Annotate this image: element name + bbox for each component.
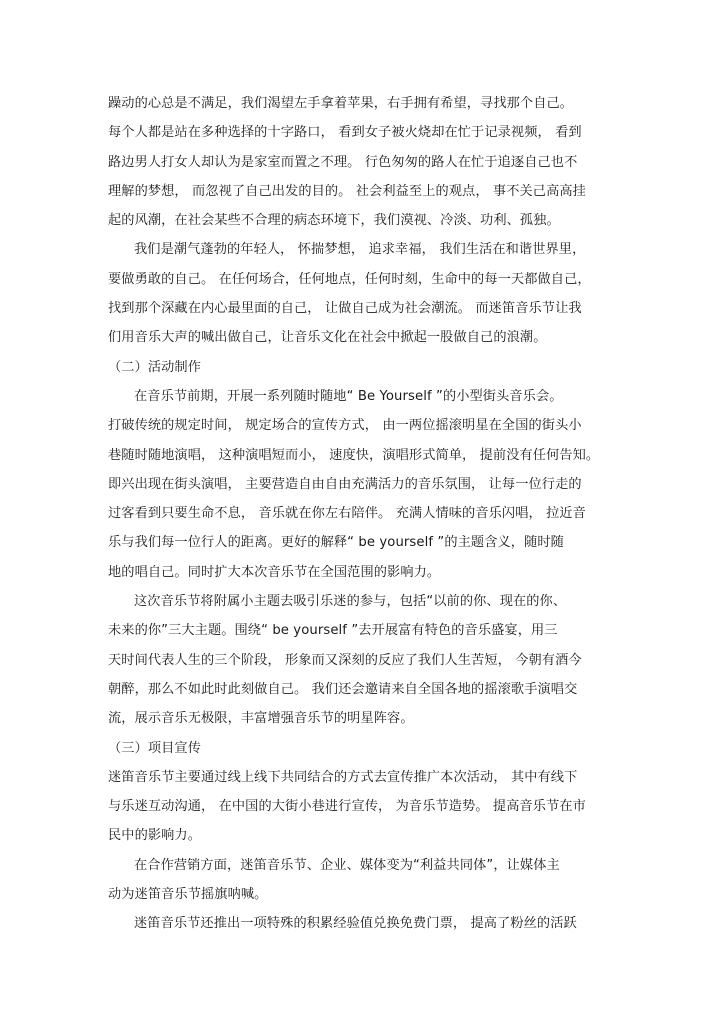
text-line: 起的风潮，在社会某些不合理的病态环境下，我们漠视、冷淡、功利、孤独。	[108, 213, 560, 229]
text-line: 天时间代表人生的三个阶段， 形象而又深刻的反应了我们人生苦短， 今朝有酒今	[108, 652, 582, 668]
text-line: 与乐迷互动沟通， 在中国的大街小巷进行宣传， 为音乐节造势。 提高音乐节在市	[108, 799, 586, 815]
text-line: 这次音乐节将附属小主题去吸引乐迷的参与，包括“以前的你、现在的你、	[134, 594, 567, 610]
text-line: 过客看到只要生命不息， 音乐就在你左右陪伴。 充满人情味的音乐闪唱， 拉近音	[108, 506, 586, 522]
text-line: 朝醉，那么不如此时此刻做自己。 我们还会邀请来自全国各地的摇滚歌手演唱交	[108, 681, 578, 697]
text-line: 乐与我们每一位行人的距离。更好的解释“ be yourself ”的主题含义，随时随	[108, 535, 564, 551]
section-heading: （三）项目宣传	[108, 740, 202, 756]
text-line: 在音乐节前期，开展一系列随时随地“ Be Yourself ”的小型街头音乐会。	[134, 388, 563, 404]
text-line: 找到那个深藏在内心最里面的自己， 让做自己成为社会潮流。 而迷笛音乐节让我	[108, 301, 582, 317]
text-line: 路边男人打女人却认为是家室而置之不理。 行色匆匆的路人在忙于追逐自己也不	[108, 154, 578, 170]
text-line: 迷笛音乐节还推出一项特殊的积累经验值兑换免费门票， 提高了粉丝的活跃	[134, 916, 577, 932]
text-line: 巷随时随地演唱， 这种演唱短而小， 速度快，演唱形式简单， 提前没有任何告知。	[108, 447, 600, 463]
text-line: 理解的梦想， 而忽视了自己出发的目的。 社会利益至上的观点， 事不关己高高挂	[108, 183, 586, 199]
text-line: 地的唱自己。同时扩大本次音乐节在全国范围的影响力。	[108, 564, 441, 580]
text-line: 在合作营销方面，迷笛音乐节、企业、媒体变为“利益共同体”，让媒体主	[134, 857, 560, 873]
text-line: 迷笛音乐节主要通过线上线下共同结合的方式去宣传推广本次活动， 其中有线下	[108, 769, 578, 785]
text-line: 动为迷笛音乐节摇旗呐喊。	[108, 887, 268, 903]
text-line: 未来的你”三大主题。围绕“ be yourself ”去开展富有特色的音乐盛宴，用三	[108, 623, 558, 639]
document-body	[108, 89, 623, 939]
text-line: 打破传统的规定时间， 规定场合的宣传方式， 由一两位摇滚明星在全国的街头小	[108, 418, 582, 434]
text-line: 民中的影响力。	[108, 828, 202, 844]
text-line: 流，展示音乐无极限，丰富增强音乐节的明星阵容。	[108, 711, 414, 727]
text-line: 们用音乐大声的喊出做自己，让音乐文化在社会中掀起一股做自己的浪潮。	[108, 330, 547, 346]
text-line: 我们是潮气蓬勃的年轻人， 怀揣梦想， 追求幸福， 我们生活在和谐世界里，	[134, 242, 586, 258]
text-line: 躁动的心总是不满足，我们渴望左手拿着苹果，右手拥有希望，寻找那个自己。	[108, 96, 574, 111]
text-line: 要做勇敢的自己。 在任何场合，任何地点，任何时刻，生命中的每一天都做自己，	[108, 271, 591, 287]
text-line: 每个人都是站在多种选择的十字路口， 看到女子被火烧却在忙于记录视频， 看到	[108, 125, 582, 141]
text-line: 即兴出现在街头演唱， 主要营造自由自由充满活力的音乐氛围， 让每一位行走的	[108, 476, 582, 492]
section-heading: （二）活动制作	[108, 359, 202, 375]
